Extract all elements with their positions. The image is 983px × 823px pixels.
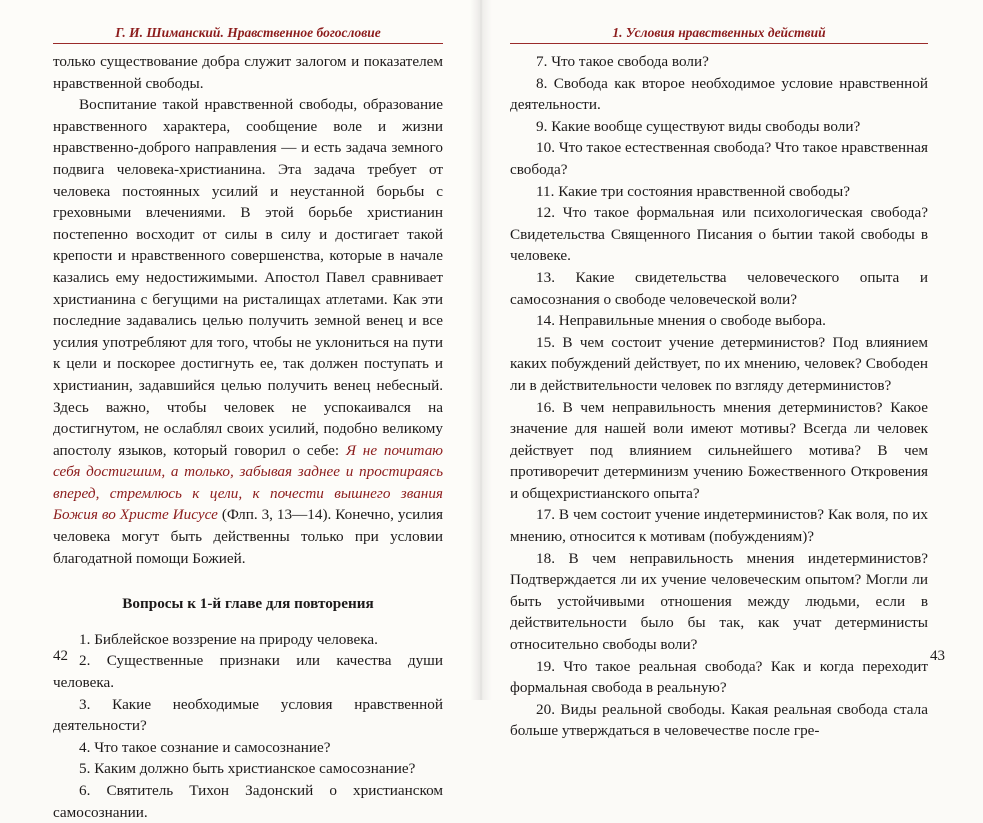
- question-item: 18. В чем неправильность мнения индетерминистов? Подтверждается ли их учение человеческим опытом? Могли ли быть устойчивыми отношения между людьми, если в действительности было бы так, как учат детерминисты относительно свободы воли?: [510, 549, 928, 654]
- question-item: 5. Каким должно быть христианское самосознание?: [79, 760, 416, 778]
- left-body-text: [53, 51, 443, 823]
- main-paragraph-ending: (Флп. 3, 13—14). Конечно, усилия человека могут быть действенны только при условии благодатной помощи Божией.: [53, 506, 443, 567]
- question-item: 2. Существенные признаки или качества души человека.: [53, 652, 443, 692]
- right-running-head: 1. Условия нравственных действий: [510, 24, 928, 44]
- question-item: 12. Что такое формальная или психологическая свобода? Свидетельства Священного Писания о бытии такой свободы в человеке.: [510, 204, 928, 265]
- question-item: 20. Виды реальной свободы. Какая реальная свобода стала больше утверждаться в человечестве после гре-: [510, 700, 928, 740]
- left-running-head: Г. И. Шиманский. Нравственное богословие: [53, 24, 443, 44]
- question-item: 17. В чем состоит учение индетерминистов? Как воля, по их мнению, относится к мотивам (побуждениям)?: [510, 506, 928, 546]
- book-gutter: [470, 0, 492, 700]
- section-heading: Вопросы к 1-й главе для повторения: [122, 595, 374, 613]
- question-item: 1. Библейское воззрение на природу человека.: [79, 630, 378, 648]
- question-item: 19. Что такое реальная свобода? Как и когда переходит формальная свобода в реальную?: [510, 657, 928, 697]
- scripture-quote: Я не почитаю себя достигшим, а только, забывая заднее и простираясь вперед, стремлюсь к цели, к почести вышнего звания Божия во Христе Иисусе: [53, 441, 443, 524]
- question-item: 14. Неправильные мнения о свободе выбора.: [536, 312, 826, 330]
- left-page: [0, 0, 478, 821]
- question-item: 13. Какие свидетельства человеческого опыта и самосознания о свободе человеческой воли?: [510, 268, 928, 308]
- main-paragraph-text: Воспитание такой нравственной свободы, образование нравственного характера, сообщение воле и жизни нравственно-доброго направления — и есть задача земного подвига человека-христианина. Эта задача требует от человека постоянных усилий и неустанной борьбы с греховными влечениями. В этой борьбе христианин постепенно восходит от силы в силу и достигает такой крепости и нравственного совершенства, которые в начале казались ему недостижимыми. Апостол Павел сравнивает христианина с бегущими на ристалищах атлетами. Как эти последние задавались целью получить земной венец и все усилия употребляют для того, чтобы не уклониться на пути к цели и поскорее достигнуть ее, так должен поступать и христианин, задавшийся целью получить венец небесный. Здесь важно, чтобы человек не успокаивался на достигнутом, не ослаблял своих усилий, подобно великому апостолу языков, который говорил о себе:: [53, 96, 443, 459]
- question-item: 10. Что такое естественная свобода? Что такое нравственная свобода?: [510, 139, 928, 178]
- intro-paragraph: только существование добра служит залогом и показателем нравственной свободы.: [53, 53, 443, 92]
- right-page-number: 43: [930, 648, 945, 664]
- question-item: 8. Свобода как второе необходимое условие нравственной деятельности.: [510, 74, 928, 114]
- question-item: 11. Какие три состояния нравственной свободы?: [536, 182, 850, 200]
- question-item: 15. В чем состоит учение детерминистов? Под влиянием каких побуждений действует, по их мнению, человек? Свободен ли в действительности человек по взгляду детерминистов?: [510, 333, 928, 394]
- main-paragraph: [53, 94, 443, 569]
- question-item: 3. Какие необходимые условия нравственной деятельности?: [53, 695, 443, 735]
- question-item: 4. Что такое сознание и самосознание?: [79, 738, 331, 756]
- question-item: 16. В чем неправильность мнения детерминистов? Какое значение для нашей воли имеют мотивы? Всегда ли человек действует под влиянием сильнейшего мотива? В чем противоречит детерминизм учению Божественного Откровения и общехристианского опыта?: [510, 398, 928, 502]
- question-item: 7. Что такое свобода воли?: [536, 53, 709, 70]
- question-item: 9. Какие вообще существуют виды свободы воли?: [536, 117, 861, 135]
- question-item: 6. Святитель Тихон Задонский о христианском самосознании.: [53, 782, 443, 821]
- right-page: [478, 0, 983, 740]
- right-body-text: [510, 51, 928, 742]
- left-page-number: 42: [53, 648, 68, 664]
